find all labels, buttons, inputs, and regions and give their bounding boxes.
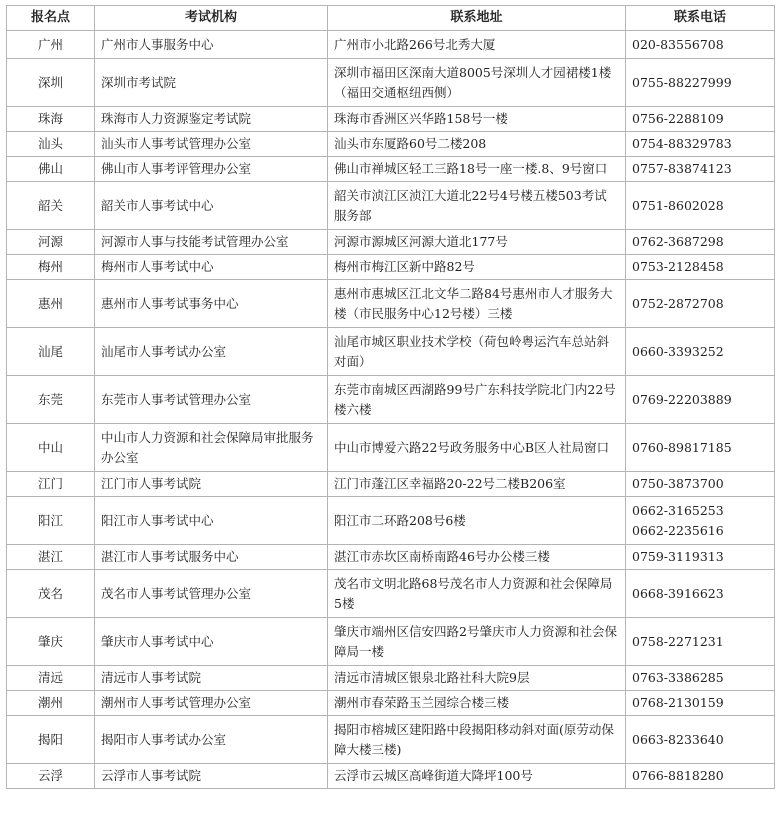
- table-row: [7, 157, 775, 182]
- cell-contact-phone: [626, 230, 775, 255]
- table-row: [7, 497, 775, 545]
- cell-registration-point: 湛江: [7, 545, 95, 570]
- table-row: [7, 280, 775, 328]
- table-row: [7, 182, 775, 230]
- cell-exam-organization: 深圳市考试院: [95, 59, 328, 107]
- cell-contact-address: 中山市博爱六路22号政务服务中心B区人社局窗口: [328, 424, 626, 472]
- phone-number: 0763-3386285: [632, 670, 724, 685]
- cell-contact-address: 惠州市惠城区江北文华二路84号惠州市人才服务大楼（市民服务中心12号楼）三楼: [328, 280, 626, 328]
- table-row: [7, 31, 775, 59]
- cell-registration-point: 茂名: [7, 570, 95, 618]
- cell-contact-phone: [626, 497, 775, 545]
- cell-exam-organization: 清远市人事考试院: [95, 666, 328, 691]
- table-row: [7, 472, 775, 497]
- cell-registration-point: 深圳: [7, 59, 95, 107]
- cell-contact-phone: [626, 424, 775, 472]
- phone-number: 0758-2271231: [632, 633, 724, 649]
- table-row: [7, 132, 775, 157]
- cell-exam-organization: 江门市人事考试院: [95, 472, 328, 497]
- cell-registration-point: 惠州: [7, 280, 95, 328]
- cell-contact-phone: [626, 280, 775, 328]
- header-row: [7, 6, 775, 31]
- phone-number: 0760-89817185: [632, 439, 732, 455]
- phone-number: 0660-3393252: [632, 343, 724, 359]
- phone-number: 0663-8233640: [632, 731, 724, 747]
- cell-contact-address: 深圳市福田区深南大道8005号深圳人才园裙楼1楼（福田交通枢纽西侧）: [328, 59, 626, 107]
- cell-exam-organization: 河源市人事与技能考试管理办公室: [95, 230, 328, 255]
- table-row: [7, 255, 775, 280]
- cell-exam-organization: 中山市人力资源和社会保障局审批服务办公室: [95, 424, 328, 472]
- cell-exam-organization: 阳江市人事考试中心: [95, 497, 328, 545]
- cell-contact-phone: [626, 618, 775, 666]
- registration-contact-table: [6, 5, 775, 789]
- cell-contact-phone: [626, 31, 775, 59]
- cell-contact-address: 河源市源城区河源大道北177号: [328, 230, 626, 255]
- cell-exam-organization: 梅州市人事考试中心: [95, 255, 328, 280]
- table-row: [7, 328, 775, 376]
- cell-contact-address: 佛山市禅城区轻工三路18号一座一楼.8、9号窗口: [328, 157, 626, 182]
- cell-contact-phone: [626, 716, 775, 764]
- cell-contact-phone: [626, 59, 775, 107]
- cell-contact-phone: [626, 182, 775, 230]
- phone-number: 0766-8818280: [632, 768, 724, 783]
- table-row: [7, 691, 775, 716]
- cell-exam-organization: 揭阳市人事考试办公室: [95, 716, 328, 764]
- cell-contact-address: 东莞市南城区西湖路99号广东科技学院北门内22号楼六楼: [328, 376, 626, 424]
- phone-number: 0769-22203889: [632, 391, 732, 407]
- cell-registration-point: 广州: [7, 31, 95, 59]
- table-row: [7, 666, 775, 691]
- cell-exam-organization: 肇庆市人事考试中心: [95, 618, 328, 666]
- cell-registration-point: 江门: [7, 472, 95, 497]
- phone-number: 020-83556708: [632, 36, 724, 52]
- cell-contact-phone: [626, 328, 775, 376]
- table-body: [7, 31, 775, 789]
- cell-contact-address: 韶关市浈江区浈江大道北22号4号楼五楼503考试服务部: [328, 182, 626, 230]
- phone-number: 0754-88329783: [632, 136, 732, 151]
- table-row: [7, 570, 775, 618]
- cell-contact-phone: [626, 691, 775, 716]
- table-row: [7, 716, 775, 764]
- cell-contact-address: 云浮市云城区高峰街道大降坪100号: [328, 764, 626, 789]
- phone-number: 0750-3873700: [632, 476, 724, 491]
- table-row: [7, 618, 775, 666]
- cell-exam-organization: 汕头市人事考试管理办公室: [95, 132, 328, 157]
- table-row: [7, 424, 775, 472]
- header-contact-phone: 联系电话: [626, 6, 775, 31]
- cell-contact-address: 阳江市二环路208号6楼: [328, 497, 626, 545]
- cell-exam-organization: 茂名市人事考试管理办公室: [95, 570, 328, 618]
- cell-exam-organization: 湛江市人事考试服务中心: [95, 545, 328, 570]
- cell-contact-phone: [626, 107, 775, 132]
- phone-number: 0762-3687298: [632, 234, 724, 249]
- cell-contact-address: 揭阳市榕城区建阳路中段揭阳移动斜对面(原劳动保障大楼三楼): [328, 716, 626, 764]
- cell-contact-phone: [626, 545, 775, 570]
- phone-number: 0757-83874123: [632, 161, 732, 176]
- cell-exam-organization: 佛山市人事考评管理办公室: [95, 157, 328, 182]
- cell-exam-organization: 东莞市人事考试管理办公室: [95, 376, 328, 424]
- table-row: [7, 59, 775, 107]
- cell-registration-point: 揭阳: [7, 716, 95, 764]
- cell-contact-phone: [626, 376, 775, 424]
- cell-registration-point: 汕尾: [7, 328, 95, 376]
- phone-number: 0662-3165253: [632, 502, 724, 518]
- cell-contact-address: 潮州市春荣路玉兰园综合楼三楼: [328, 691, 626, 716]
- cell-contact-address: 肇庆市端州区信安四路2号肇庆市人力资源和社会保障局一楼: [328, 618, 626, 666]
- phone-number: 0753-2128458: [632, 259, 724, 274]
- cell-contact-phone: [626, 666, 775, 691]
- cell-contact-phone: [626, 255, 775, 280]
- phone-number: 0755-88227999: [632, 74, 732, 90]
- cell-exam-organization: 汕尾市人事考试办公室: [95, 328, 328, 376]
- phone-number: 0668-3916623: [632, 585, 724, 601]
- cell-contact-address: 广州市小北路266号北秀大厦: [328, 31, 626, 59]
- phone-number: 0768-2130159: [632, 695, 724, 710]
- cell-registration-point: 阳江: [7, 497, 95, 545]
- table-row: [7, 230, 775, 255]
- cell-registration-point: 潮州: [7, 691, 95, 716]
- phone-number: 0662-2235616: [632, 522, 724, 538]
- header-registration-point: 报名点: [7, 6, 95, 31]
- cell-registration-point: 汕头: [7, 132, 95, 157]
- cell-contact-address: 珠海市香洲区兴华路158号一楼: [328, 107, 626, 132]
- cell-registration-point: 佛山: [7, 157, 95, 182]
- cell-registration-point: 云浮: [7, 764, 95, 789]
- cell-contact-address: 梅州市梅江区新中路82号: [328, 255, 626, 280]
- table-row: [7, 376, 775, 424]
- cell-registration-point: 河源: [7, 230, 95, 255]
- header-contact-address: 联系地址: [328, 6, 626, 31]
- phone-number: 0751-8602028: [632, 197, 724, 213]
- cell-registration-point: 中山: [7, 424, 95, 472]
- cell-contact-phone: [626, 764, 775, 789]
- table-row: [7, 107, 775, 132]
- cell-contact-phone: [626, 157, 775, 182]
- cell-registration-point: 清远: [7, 666, 95, 691]
- cell-contact-address: 湛江市赤坎区南桥南路46号办公楼三楼: [328, 545, 626, 570]
- cell-registration-point: 肇庆: [7, 618, 95, 666]
- cell-contact-address: 江门市蓬江区幸福路20-22号二楼B206室: [328, 472, 626, 497]
- cell-contact-phone: [626, 570, 775, 618]
- cell-registration-point: 韶关: [7, 182, 95, 230]
- cell-registration-point: 东莞: [7, 376, 95, 424]
- cell-contact-phone: [626, 132, 775, 157]
- cell-exam-organization: 潮州市人事考试管理办公室: [95, 691, 328, 716]
- phone-number: 0759-3119313: [632, 549, 724, 564]
- cell-exam-organization: 珠海市人力资源鉴定考试院: [95, 107, 328, 132]
- cell-registration-point: 梅州: [7, 255, 95, 280]
- phone-number: 0752-2872708: [632, 295, 724, 311]
- cell-exam-organization: 广州市人事服务中心: [95, 31, 328, 59]
- phone-number: 0756-2288109: [632, 111, 724, 126]
- cell-exam-organization: 韶关市人事考试中心: [95, 182, 328, 230]
- cell-exam-organization: 云浮市人事考试院: [95, 764, 328, 789]
- cell-contact-phone: [626, 472, 775, 497]
- cell-contact-address: 汕头市东厦路60号二楼208: [328, 132, 626, 157]
- cell-exam-organization: 惠州市人事考试事务中心: [95, 280, 328, 328]
- table-row: [7, 545, 775, 570]
- header-exam-organization: 考试机构: [95, 6, 328, 31]
- cell-contact-address: 汕尾市城区职业技术学校（荷包岭粤运汽车总站斜对面）: [328, 328, 626, 376]
- cell-contact-address: 茂名市文明北路68号茂名市人力资源和社会保障局5楼: [328, 570, 626, 618]
- table-header: [7, 6, 775, 31]
- cell-contact-address: 清远市清城区银泉北路社科大院9层: [328, 666, 626, 691]
- cell-registration-point: 珠海: [7, 107, 95, 132]
- table-row: [7, 764, 775, 789]
